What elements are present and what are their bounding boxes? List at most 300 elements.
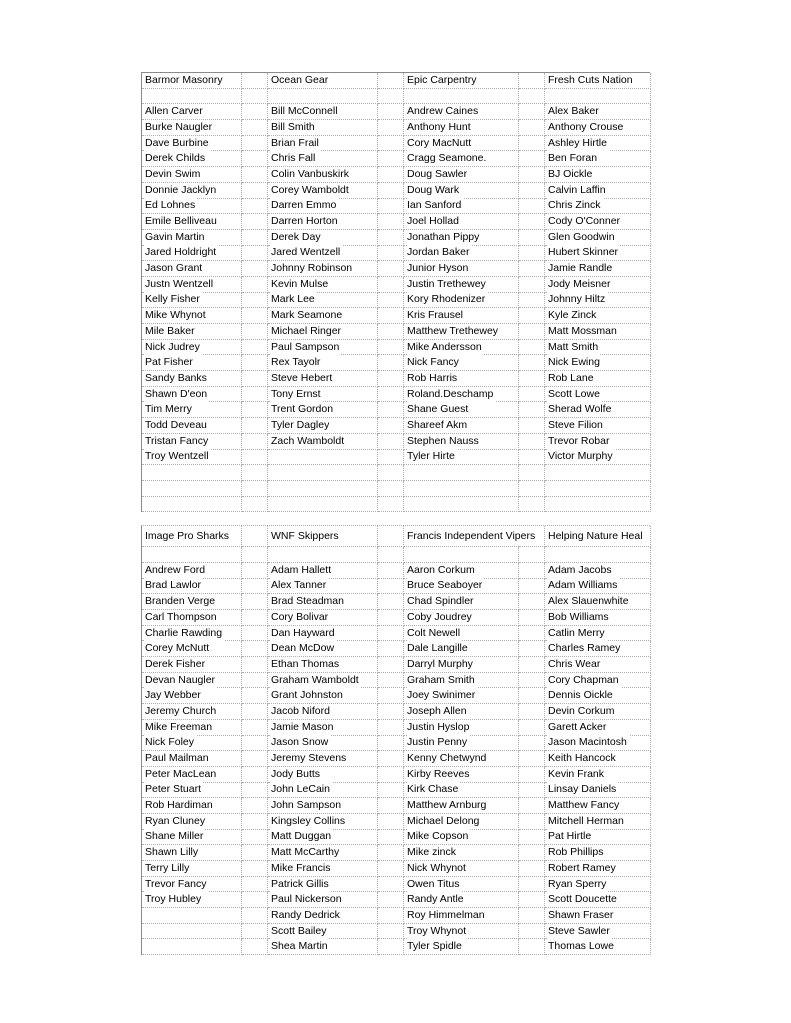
player-name: Kevin Mulse (271, 277, 329, 290)
player-cell (404, 798, 519, 814)
spacer-cell (378, 465, 404, 481)
player-name: Brad Steadman (271, 595, 344, 608)
spacer-cell (378, 845, 404, 861)
spacer-cell (242, 324, 268, 340)
player-name: Grant Johnston (271, 689, 343, 702)
player-cell (142, 418, 242, 434)
player-cell (142, 892, 242, 908)
player-name: Dennis Oickle (548, 689, 613, 702)
player-cell (545, 387, 651, 403)
empty-cell (142, 89, 242, 105)
spacer-cell (519, 293, 545, 309)
player-cell (268, 641, 378, 657)
empty-cell (268, 450, 378, 466)
empty-cell (404, 481, 519, 497)
player-name: Adam Hallett (271, 563, 332, 576)
spacer-cell (242, 579, 268, 595)
player-cell (545, 861, 651, 877)
player-name: Doug Wark (407, 183, 460, 196)
spacer-cell (378, 120, 404, 136)
player-name: Corey Wamboldt (271, 183, 349, 196)
player-name: Tyler Hirte (407, 450, 455, 463)
player-cell (268, 199, 378, 215)
player-name: Devin Swim (145, 167, 201, 180)
player-name: Adam Williams (548, 579, 618, 592)
spacer-cell (242, 720, 268, 736)
player-name: Derek Childs (145, 152, 206, 165)
team-header-cell (268, 526, 378, 547)
player-name: Nick Whynot (407, 861, 466, 874)
player-name: Jeremy Church (145, 704, 217, 717)
player-cell (142, 594, 242, 610)
player-name: Dean McDow (271, 642, 335, 655)
player-name: Roy Himmelman (407, 908, 485, 921)
player-cell (142, 641, 242, 657)
player-cell (404, 355, 519, 371)
player-name: Jeremy Stevens (271, 752, 347, 765)
player-cell (545, 594, 651, 610)
player-cell (268, 308, 378, 324)
spacer-cell (378, 783, 404, 799)
spacer-cell (519, 324, 545, 340)
spacer-cell (519, 183, 545, 199)
player-cell (545, 434, 651, 450)
spacer-cell (242, 246, 268, 262)
spacer-cell (378, 497, 404, 513)
player-name: Matt Smith (548, 340, 599, 353)
player-cell (268, 340, 378, 356)
team-name: Francis Independent Vipers (407, 526, 537, 546)
player-cell (142, 830, 242, 846)
player-cell (268, 924, 378, 940)
spacer-cell (378, 657, 404, 673)
spacer-cell (242, 845, 268, 861)
spacer-cell (378, 167, 404, 183)
player-cell (142, 167, 242, 183)
team-name: Barmor Masonry (145, 73, 223, 86)
player-name: Stephen Nauss (407, 434, 479, 447)
player-cell (268, 783, 378, 799)
spacer-cell (242, 104, 268, 120)
empty-cell (545, 497, 651, 513)
spacer-cell (242, 814, 268, 830)
spacer-cell (378, 526, 404, 547)
player-cell (142, 293, 242, 309)
player-cell (142, 355, 242, 371)
player-name: Emile Belliveau (145, 215, 217, 228)
player-name: Scott Lowe (548, 387, 600, 400)
spacer-cell (519, 830, 545, 846)
player-cell (142, 814, 242, 830)
player-cell (404, 814, 519, 830)
player-cell (268, 877, 378, 893)
player-name: Justin Hyslop (407, 720, 470, 733)
player-cell (142, 626, 242, 642)
spacer-cell (519, 246, 545, 262)
player-name: Jason Grant (145, 262, 203, 275)
player-name: Shawn D'eon (145, 387, 208, 400)
player-cell (142, 104, 242, 120)
player-cell (404, 324, 519, 340)
player-name: Brian Frail (271, 136, 319, 149)
player-name: Mitchell Herman (548, 814, 624, 827)
spacer-cell (242, 277, 268, 293)
player-name: Mike Whynot (145, 309, 206, 322)
player-cell (404, 450, 519, 466)
player-name: Nick Foley (145, 736, 195, 749)
spacer-cell (242, 418, 268, 434)
player-name: Derek Fisher (145, 657, 206, 670)
player-name: Calvin Laffin (548, 183, 606, 196)
player-name: Ryan Sperry (548, 877, 607, 890)
player-cell (545, 939, 651, 955)
spacer-cell (242, 892, 268, 908)
player-cell (404, 673, 519, 689)
player-cell (545, 308, 651, 324)
player-cell (404, 371, 519, 387)
empty-cell (545, 481, 651, 497)
player-name: Rob Harris (407, 371, 458, 384)
player-cell (142, 183, 242, 199)
player-name: Shawn Fraser (548, 908, 614, 921)
player-name: Colin Vanbuskirk (271, 167, 350, 180)
player-cell (404, 340, 519, 356)
player-name: Dave Burbine (145, 136, 209, 149)
spacer-cell (519, 673, 545, 689)
player-cell (404, 830, 519, 846)
player-cell (142, 579, 242, 595)
player-cell (142, 610, 242, 626)
spacer-cell (242, 783, 268, 799)
player-name: Branden Verge (145, 595, 216, 608)
spacer-cell (242, 657, 268, 673)
player-cell (545, 579, 651, 595)
player-name: Peter Stuart (145, 783, 202, 796)
spacer-cell (519, 497, 545, 513)
spacer-cell (242, 594, 268, 610)
spacer-cell (242, 293, 268, 309)
spacer-cell (378, 594, 404, 610)
player-cell (268, 261, 378, 277)
spacer-cell (242, 402, 268, 418)
spacer-cell (242, 751, 268, 767)
player-cell (142, 402, 242, 418)
spacer-cell (519, 939, 545, 955)
player-cell (404, 892, 519, 908)
spacer-cell (378, 371, 404, 387)
spacer-cell (242, 798, 268, 814)
player-name: Jared Wentzell (271, 246, 341, 259)
spacer-cell (519, 450, 545, 466)
player-name: Michael Ringer (271, 324, 342, 337)
player-name: Sherad Wolfe (548, 403, 612, 416)
player-name: Tristan Fancy (145, 434, 209, 447)
spacer-cell (242, 261, 268, 277)
player-cell (545, 736, 651, 752)
player-name: Mark Lee (271, 293, 315, 306)
spacer-cell (242, 199, 268, 215)
spacer-cell (519, 657, 545, 673)
player-cell (545, 324, 651, 340)
spacer-cell (519, 167, 545, 183)
player-name: Zach Wamboldt (271, 434, 345, 447)
spacer-cell (378, 610, 404, 626)
player-cell (404, 626, 519, 642)
spacer-cell (378, 293, 404, 309)
spacer-cell (378, 355, 404, 371)
player-name: Jason Macintosh (548, 736, 627, 749)
spacer-cell (378, 89, 404, 105)
spacer-cell (242, 214, 268, 230)
player-name: Kelly Fisher (145, 293, 200, 306)
player-cell (268, 136, 378, 152)
spacer-cell (519, 214, 545, 230)
player-cell (142, 450, 242, 466)
player-name: Owen Titus (407, 877, 460, 890)
spacer-cell (378, 673, 404, 689)
player-cell (268, 626, 378, 642)
player-name: Joel Hollad (407, 215, 459, 228)
player-cell (404, 136, 519, 152)
player-cell (404, 104, 519, 120)
player-name: Rex Tayolr (271, 356, 321, 369)
player-name: Doug Sawler (407, 167, 468, 180)
spacer-cell (519, 89, 545, 105)
spacer-cell (242, 434, 268, 450)
player-cell (268, 402, 378, 418)
player-cell (268, 151, 378, 167)
player-name: Dale Langille (407, 642, 468, 655)
spacer-cell (519, 387, 545, 403)
spacer-cell (378, 877, 404, 893)
player-cell (545, 293, 651, 309)
spacer-cell (519, 908, 545, 924)
player-name: Nick Ewing (548, 356, 600, 369)
spacer-cell (519, 465, 545, 481)
player-name: Randy Dedrick (271, 908, 340, 921)
spacer-cell (378, 450, 404, 466)
player-name: Devan Naugler (145, 673, 216, 686)
spacer-cell (519, 547, 545, 563)
empty-cell (268, 547, 378, 563)
player-name: Shea Martin (271, 940, 328, 953)
player-cell (404, 387, 519, 403)
player-cell (545, 136, 651, 152)
empty-cell (545, 89, 651, 105)
player-name: Jonathan Pippy (407, 230, 480, 243)
player-cell (268, 434, 378, 450)
spacer-cell (242, 626, 268, 642)
player-cell (404, 277, 519, 293)
player-cell (404, 167, 519, 183)
player-name: Graham Smith (407, 673, 475, 686)
player-cell (268, 594, 378, 610)
player-cell (545, 720, 651, 736)
player-cell (404, 183, 519, 199)
player-cell (268, 563, 378, 579)
player-name: Ben Foran (548, 152, 598, 165)
player-name: Mike Copson (407, 830, 469, 843)
player-cell (268, 798, 378, 814)
player-name: Kris Frausel (407, 309, 464, 322)
spacer-cell (519, 418, 545, 434)
player-cell (268, 230, 378, 246)
player-cell (268, 845, 378, 861)
player-name: Burke Naugler (145, 120, 213, 133)
player-cell (404, 939, 519, 955)
player-cell (142, 783, 242, 799)
player-name: Nick Judrey (145, 340, 200, 353)
spacer-cell (378, 736, 404, 752)
spacer-cell (378, 136, 404, 152)
player-cell (545, 924, 651, 940)
player-cell (545, 371, 651, 387)
player-name: Kevin Frank (548, 767, 605, 780)
player-name: Keith Hancock (548, 752, 616, 765)
spacer-cell (378, 277, 404, 293)
player-name: Cody O'Conner (548, 215, 621, 228)
player-name: Junior Hyson (407, 262, 469, 275)
spacer-cell (378, 830, 404, 846)
player-name: Jacob Niford (271, 704, 330, 717)
player-name: Cory Bolivar (271, 610, 329, 623)
player-name: Kirk Chase (407, 783, 459, 796)
spacer-cell (519, 230, 545, 246)
roster-sheet (141, 72, 650, 955)
player-name: Pat Hirtle (548, 830, 592, 843)
spacer-cell (378, 214, 404, 230)
spacer-cell (242, 830, 268, 846)
player-cell (545, 418, 651, 434)
spacer-cell (242, 308, 268, 324)
player-cell (404, 610, 519, 626)
player-cell (404, 246, 519, 262)
team-name: Image Pro Sharks (145, 526, 231, 546)
player-name: Shane Miller (145, 830, 204, 843)
player-cell (545, 183, 651, 199)
player-name: Bob Williams (548, 610, 609, 623)
spacer-cell (519, 751, 545, 767)
player-cell (404, 767, 519, 783)
player-cell (404, 641, 519, 657)
player-name: Cory MacNutt (407, 136, 472, 149)
spacer-cell (242, 465, 268, 481)
player-cell (545, 877, 651, 893)
player-cell (545, 657, 651, 673)
player-cell (268, 861, 378, 877)
spacer-cell (519, 340, 545, 356)
player-name: Corey McNutt (145, 642, 210, 655)
player-cell (142, 277, 242, 293)
player-name: Trevor Robar (548, 434, 610, 447)
player-cell (545, 626, 651, 642)
spacer-cell (519, 579, 545, 595)
player-name: Shareef Akm (407, 418, 468, 431)
spacer-cell (519, 924, 545, 940)
player-name: Paul Mailman (145, 752, 209, 765)
spacer-cell (378, 481, 404, 497)
player-cell (404, 308, 519, 324)
player-name: Paul Nickerson (271, 893, 342, 906)
spacer-cell (519, 594, 545, 610)
player-cell (142, 120, 242, 136)
spacer-cell (242, 355, 268, 371)
empty-cell (404, 89, 519, 105)
player-cell (545, 450, 651, 466)
player-name: Thomas Lowe (548, 940, 614, 953)
player-cell (268, 355, 378, 371)
spacer-cell (378, 324, 404, 340)
spacer-cell (242, 89, 268, 105)
player-cell (404, 877, 519, 893)
spacer-cell (378, 261, 404, 277)
player-cell (545, 845, 651, 861)
player-name: Devin Corkum (548, 704, 615, 717)
team-name: Fresh Cuts Nation (548, 73, 633, 86)
player-cell (268, 736, 378, 752)
spacer-cell (519, 720, 545, 736)
spacer-cell (519, 120, 545, 136)
player-name: Trent Gordon (271, 403, 334, 416)
empty-cell (404, 547, 519, 563)
player-name: Adam Jacobs (548, 563, 612, 576)
player-cell (545, 340, 651, 356)
player-name: Terry Lilly (145, 861, 190, 874)
player-name: Matthew Trethewey (407, 324, 499, 337)
player-cell (545, 751, 651, 767)
spacer-cell (378, 626, 404, 642)
player-cell (545, 402, 651, 418)
player-cell (142, 688, 242, 704)
player-name: Ethan Thomas (271, 657, 340, 670)
spacer-cell (242, 704, 268, 720)
player-cell (268, 418, 378, 434)
spacer-cell (519, 371, 545, 387)
player-cell (404, 924, 519, 940)
player-cell (268, 657, 378, 673)
player-cell (142, 563, 242, 579)
player-name: Dan Hayward (271, 626, 335, 639)
player-cell (142, 767, 242, 783)
player-cell (268, 767, 378, 783)
player-name: Alex Slauenwhite (548, 595, 629, 608)
player-cell (404, 908, 519, 924)
spacer-cell (378, 939, 404, 955)
player-cell (545, 120, 651, 136)
player-cell (545, 688, 651, 704)
player-name: Jay Webber (145, 689, 201, 702)
player-cell (545, 767, 651, 783)
spacer-cell (242, 151, 268, 167)
spacer-cell (519, 151, 545, 167)
spacer-cell (519, 73, 545, 89)
player-name: Nick Fancy (407, 356, 459, 369)
empty-cell (142, 924, 242, 940)
spacer-cell (378, 151, 404, 167)
player-name: Mark Seamone (271, 309, 343, 322)
player-cell (545, 798, 651, 814)
player-name: Mike Andersson (407, 340, 482, 353)
spacer-cell (519, 704, 545, 720)
spacer-cell (519, 402, 545, 418)
player-name: Carl Thompson (145, 610, 217, 623)
player-cell (268, 814, 378, 830)
player-cell (404, 751, 519, 767)
empty-cell (268, 89, 378, 105)
player-cell (545, 167, 651, 183)
spacer-cell (378, 814, 404, 830)
spacer-cell (519, 798, 545, 814)
